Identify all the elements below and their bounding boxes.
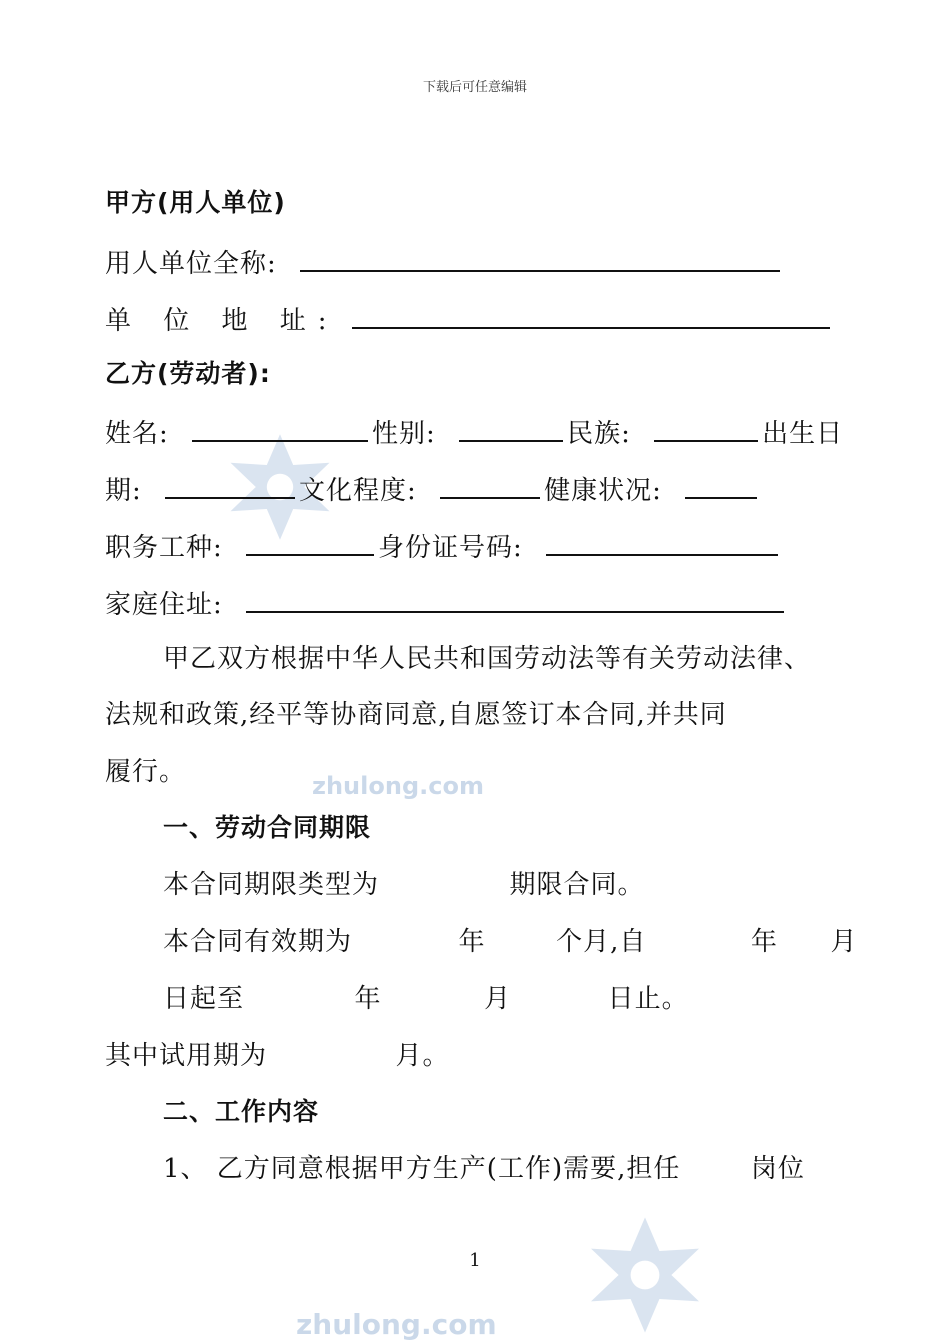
probation-row — [105, 1039, 450, 1073]
education-label: 文化程度: — [299, 476, 417, 506]
gender-label: 性别: — [372, 419, 436, 449]
full-name-label: 用人单位全称: — [105, 249, 277, 279]
contract-type-prefix: 本合同期限类型为 — [163, 870, 380, 900]
probation-prefix: 其中试用期为 — [105, 1041, 268, 1071]
job-blank[interactable] — [246, 528, 374, 556]
month-label: 月 — [830, 927, 858, 957]
work-item-1-suffix: 岗位 — [750, 1154, 805, 1184]
party-b-row-2 — [105, 471, 761, 508]
party-b-row-1 — [105, 414, 843, 451]
contract-type-suffix: 期限合同。 — [509, 870, 645, 900]
party-a-heading: 甲方(用人单位) — [105, 188, 286, 217]
watermark-logo-icon — [580, 1215, 710, 1335]
home-label: 家庭住址: — [105, 590, 223, 620]
name-label: 姓名: — [105, 419, 169, 449]
month-label-2: 月 — [484, 984, 512, 1014]
end-date-row — [163, 982, 689, 1016]
gender-blank[interactable] — [459, 414, 563, 442]
birth-blank[interactable] — [165, 471, 295, 499]
section-1-title: 一、劳动合同期限 — [163, 813, 372, 842]
months-from-label: 个月,自 — [556, 927, 647, 957]
watermark-text: zhulong.com — [312, 772, 484, 800]
birth-label-cont: 期: — [105, 476, 142, 506]
id-blank[interactable] — [546, 528, 778, 556]
id-label: 身份证号码: — [378, 533, 523, 563]
health-label: 健康状况: — [544, 476, 662, 506]
work-item-1-prefix: 1、 乙方同意根据甲方生产(工作)需要,担任 — [163, 1154, 681, 1184]
work-item-1 — [163, 1152, 805, 1186]
education-blank[interactable] — [440, 471, 540, 499]
watermark-text: zhulong.com — [296, 1308, 497, 1341]
address-blank[interactable] — [352, 301, 830, 329]
valid-prefix: 本合同有效期为 — [163, 927, 353, 957]
probation-suffix: 月。 — [395, 1041, 450, 1071]
address-label: 单 位 地 址: — [105, 306, 339, 336]
party-b-row-3 — [105, 528, 782, 565]
contract-type-row — [163, 868, 645, 902]
party-b-row-4 — [105, 585, 788, 622]
party-b-heading: 乙方(劳动者): — [105, 359, 271, 388]
day-from-label: 日起至 — [163, 984, 245, 1014]
ethnicity-blank[interactable] — [654, 414, 758, 442]
intro-line-2: 法规和政策,经平等协商同意,自愿签订本合同,并共同 — [105, 700, 727, 730]
intro-line-1: 甲乙双方根据中华人民共和国劳动法等有关劳动法律、 — [163, 644, 812, 674]
page-header: 下载后可任意编辑 — [422, 80, 527, 95]
intro-line-3: 履行。 — [105, 757, 187, 787]
valid-period-row — [163, 925, 857, 959]
party-a-name-row — [105, 244, 784, 281]
year-label-2: 年 — [750, 927, 778, 957]
full-name-blank[interactable] — [300, 244, 780, 272]
party-a-address-row — [105, 301, 834, 338]
birth-label: 出生日 — [762, 419, 844, 449]
section-2-title: 二、工作内容 — [163, 1097, 320, 1126]
page-number: 1 — [469, 1250, 481, 1271]
year-label-3: 年 — [354, 984, 382, 1014]
job-label: 职务工种: — [105, 533, 223, 563]
name-blank[interactable] — [192, 414, 368, 442]
day-end-label: 日止。 — [607, 984, 689, 1014]
health-blank[interactable] — [685, 471, 757, 499]
home-blank[interactable] — [246, 585, 784, 613]
year-label: 年 — [458, 927, 486, 957]
ethnicity-label: 民族: — [567, 419, 631, 449]
